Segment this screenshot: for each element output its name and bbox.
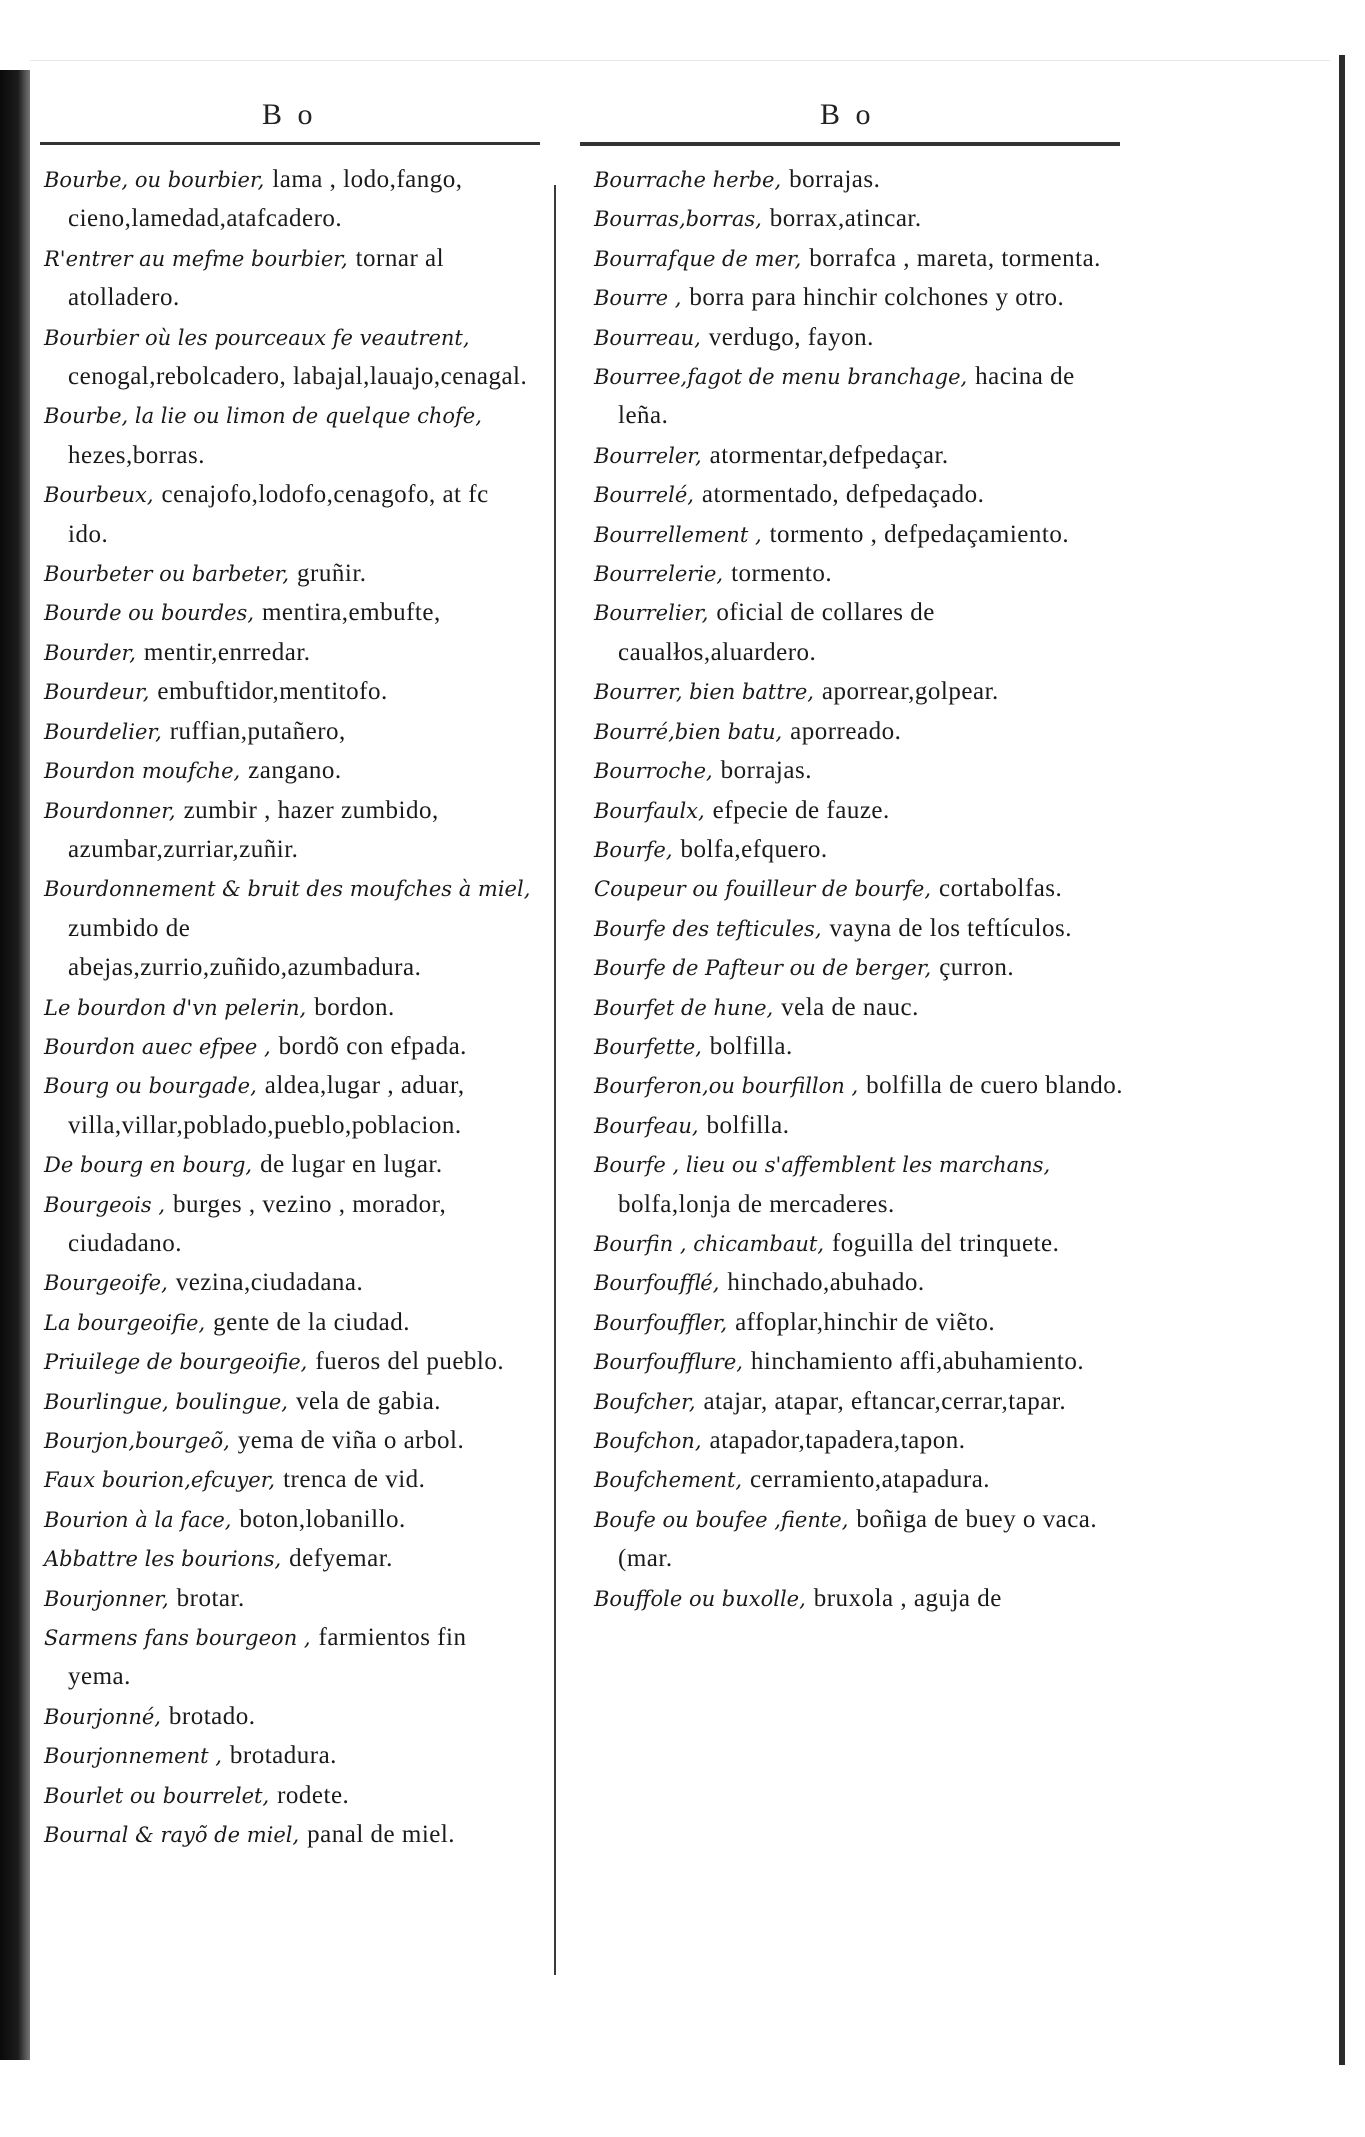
entry-headword: Bourjonné,: [44, 1704, 161, 1729]
scan-edge-right: [1339, 55, 1345, 2065]
dictionary-entry: [594, 1500, 1124, 1579]
entry-headword: Bourbier où les pourceaux fe veautrent,: [44, 325, 470, 350]
entry-definition: bordon.: [314, 993, 395, 1021]
header-rule-left: [40, 142, 540, 145]
entry-definition: bolfilla.: [709, 1032, 793, 1060]
dictionary-entry: [44, 1382, 534, 1421]
entry-headword: Bourdon moufche,: [44, 759, 241, 784]
entry-definition: hacina de leña.: [618, 363, 1075, 430]
entry-headword: Bourfeau,: [594, 1113, 699, 1138]
dictionary-entry: [594, 239, 1124, 278]
entry-headword: Bourrelier,: [594, 601, 709, 626]
entry-definition: borrajas.: [789, 166, 881, 193]
entry-definition: verdugo, fayon.: [708, 323, 874, 351]
dictionary-entry: [594, 948, 1124, 987]
entry-definition: trenca de vid.: [283, 1466, 426, 1494]
entry-definition: farmientos fin yema.: [68, 1624, 467, 1691]
entry-definition: aldea,lugar , aduar, villa,villar,poblado,pueblo,poblacion.: [68, 1072, 465, 1139]
entry-definition: borrafca , mareta, tormenta.: [809, 244, 1101, 272]
entry-headword: Priuilege de bourgeoifie,: [44, 1350, 308, 1375]
entry-definition: zangano.: [248, 757, 342, 785]
entry-headword: Abbattre les bourions,: [44, 1547, 282, 1572]
dictionary-entry: [594, 672, 1124, 711]
dictionary-entry: [594, 593, 1124, 672]
entry-headword: Bourfet de hune,: [594, 995, 774, 1020]
entry-headword: Bourbeter ou barbeter,: [44, 562, 290, 587]
entry-definition: tornar al atolladero.: [68, 244, 445, 312]
entry-headword: Bournal & rayõ de miel,: [44, 1823, 300, 1848]
entry-headword: Boufchon,: [594, 1429, 702, 1453]
dictionary-entry: [44, 1815, 534, 1854]
dictionary-entry: [594, 1224, 1124, 1263]
entry-headword: Bourdonnement & bruit des moufches à miel,: [44, 877, 531, 902]
dictionary-entry: [594, 791, 1124, 830]
entry-headword: Bouffole ou buxolle,: [594, 1586, 806, 1611]
dictionary-entry: [594, 160, 1124, 199]
dictionary-entry: [594, 1263, 1124, 1302]
entry-headword: Bourfe , lieu ou s'affemblent les marchans,: [594, 1153, 1051, 1178]
entry-definition: brotado.: [168, 1702, 256, 1730]
dictionary-entry: [44, 475, 534, 554]
entry-definition: borra para hinchir colchones y otro.: [689, 284, 1065, 312]
entry-definition: vela de nauc.: [781, 993, 919, 1021]
entry-headword: Bourgeois ,: [44, 1192, 165, 1217]
entry-headword: Bourlet ou bourrelet,: [44, 1783, 270, 1808]
dictionary-entry: [594, 475, 1124, 514]
dictionary-entry: [594, 357, 1124, 436]
entry-headword: Bourfouffler,: [594, 1310, 728, 1335]
entry-definition: fueros del pueblo.: [315, 1348, 505, 1376]
entry-definition: burges , vezino , morador, ciudadano.: [68, 1190, 447, 1257]
dictionary-entry: [594, 1106, 1124, 1145]
dictionary-entry: [44, 1539, 534, 1578]
entry-definition: affoplar,hinchir de viẽto.: [735, 1308, 996, 1336]
entry-headword: Bourdeur,: [44, 680, 150, 705]
entry-definition: atormentado, defpedaçado.: [701, 481, 985, 509]
entry-definition: vezina,ciudadana.: [175, 1269, 364, 1297]
running-header-right: B o: [820, 98, 875, 131]
dictionary-entry: [44, 633, 534, 672]
entry-headword: Bourrafque de mer,: [594, 246, 802, 271]
dictionary-entry: [44, 1145, 534, 1184]
entry-headword: Bourfaulx,: [594, 798, 705, 823]
dictionary-entry: [594, 1145, 1124, 1224]
entry-headword: Bourree,fagot de menu branchage,: [594, 365, 968, 390]
entry-headword: Bourrelé,: [594, 483, 694, 508]
entry-definition: gente de la ciudad.: [213, 1308, 411, 1336]
entry-headword: Bourbe, la lie ou limon de quelque chofe,: [44, 404, 482, 429]
dictionary-entry: [594, 436, 1124, 475]
dictionary-entry: [44, 1579, 534, 1618]
dictionary-entry: [594, 1303, 1124, 1342]
entry-definition: bolfa,efquero.: [680, 835, 828, 863]
dictionary-entry: [594, 1579, 1124, 1618]
dictionary-entry: [44, 1776, 534, 1815]
dictionary-entry: [594, 830, 1124, 869]
entry-headword: Bourbe, ou bourbier,: [44, 168, 265, 192]
entry-definition: zumbir , hazer zumbido, azumbar,zurriar,zuñir.: [68, 796, 439, 863]
entry-definition: boton,lobanillo.: [239, 1505, 406, 1533]
dictionary-entry: [594, 515, 1124, 554]
entry-definition: vayna de los teftículos.: [829, 914, 1072, 942]
entry-headword: La bourgeoifie,: [44, 1310, 206, 1335]
entry-definition: borrax,atincar.: [769, 205, 922, 233]
entry-headword: Bourfe de Pafteur ou de berger,: [594, 956, 932, 981]
entry-definition: hinchado,abuhado.: [727, 1269, 925, 1297]
dictionary-entry: [44, 1697, 534, 1736]
dictionary-entry: [44, 1618, 534, 1697]
entry-headword: Bourion à la face,: [44, 1507, 232, 1532]
dictionary-entry: [594, 988, 1124, 1027]
dictionary-entry: [44, 1500, 534, 1539]
dictionary-entry: [594, 278, 1124, 317]
dictionary-entry: [44, 791, 534, 870]
entry-definition: mentira,embufte,: [261, 599, 441, 627]
entry-headword: Coupeur ou fouilleur de bourfe,: [594, 877, 932, 902]
dictionary-entry: [594, 1382, 1124, 1421]
entry-headword: Bourder,: [44, 640, 136, 665]
entry-headword: Bourde ou bourdes,: [44, 601, 254, 626]
entry-headword: Bourrer, bien battre,: [594, 680, 814, 705]
entry-headword: Bourreau,: [594, 325, 701, 350]
running-header-left: B o: [262, 98, 317, 131]
entry-definition: rodete.: [277, 1781, 350, 1809]
entry-definition: bordõ con efpada.: [278, 1032, 467, 1060]
entry-definition: borrajas.: [720, 757, 812, 785]
left-column: [44, 160, 534, 1854]
dictionary-entry: [594, 869, 1124, 908]
entry-definition: panal de miel.: [307, 1821, 456, 1849]
dictionary-entry: [44, 672, 534, 711]
dictionary-entry: [44, 869, 534, 987]
dictionary-entry: [44, 751, 534, 790]
entry-headword: Bourjonnement ,: [44, 1744, 222, 1769]
entry-definition: çurron.: [939, 954, 1015, 982]
dictionary-entry: [594, 318, 1124, 357]
entry-definition: tormento , defpedaçamiento.: [769, 520, 1070, 548]
entry-headword: Bourfe des tefticules,: [594, 916, 822, 941]
dictionary-entry: [44, 239, 534, 318]
entry-definition: bolfa,lonja de mercaderes.: [618, 1190, 895, 1218]
entry-definition: bolfilla.: [706, 1111, 790, 1139]
entry-definition: vela de gabia.: [295, 1387, 442, 1415]
entry-headword: Sarmens fans bourgeon ,: [44, 1626, 311, 1651]
entry-definition: brotadura.: [229, 1742, 337, 1770]
dictionary-entry: [594, 1342, 1124, 1381]
entry-headword: Bourreler,: [594, 443, 702, 468]
entry-headword: Bourjonner,: [44, 1586, 169, 1611]
dictionary-entry: [44, 1303, 534, 1342]
entry-headword: Boufe ou boufee ,fiente,: [594, 1507, 849, 1532]
scan-edge-binding: [0, 70, 30, 2060]
entry-definition: cerramiento,atapadura.: [750, 1466, 991, 1494]
entry-definition: foguilla del trinquete.: [831, 1229, 1060, 1257]
dictionary-entry: [594, 554, 1124, 593]
entry-headword: Bourdonner,: [44, 798, 176, 823]
entry-definition: boñiga de buey o vaca. (mar.: [618, 1505, 1098, 1573]
entry-definition: aporreado.: [790, 717, 902, 745]
entry-headword: Bourfoufflé,: [594, 1271, 720, 1296]
entry-definition: ruffian,putañero,: [169, 717, 346, 745]
entry-headword: Bourras,borras,: [594, 207, 762, 232]
entry-definition: cenogal,rebolcadero, labajal,lauajo,cenagal.: [68, 363, 528, 391]
entry-headword: Bourrellement ,: [594, 522, 762, 547]
entry-headword: Bourlingue, boulingue,: [44, 1389, 288, 1414]
entry-definition: lama , lodo,fango, cieno,lamedad,atafcadero.: [68, 166, 463, 233]
entry-headword: Bourfin , chicambaut,: [594, 1231, 824, 1256]
entry-definition: zumbido de abejas,zurrio,zuñido,azumbadura.: [68, 914, 422, 982]
entry-definition: bruxola , aguja de: [813, 1584, 1002, 1612]
column-divider: [554, 185, 556, 1975]
entry-headword: Bourré,bien batu,: [594, 719, 783, 744]
dictionary-entry: [44, 1736, 534, 1775]
dictionary-entry: [594, 1460, 1124, 1499]
entry-definition: hezes,borras.: [68, 441, 205, 469]
entry-definition: oficial de collares de caualłos,aluardero.: [618, 599, 935, 666]
entry-headword: Bourgeoife,: [44, 1271, 168, 1296]
dictionary-entry: [594, 199, 1124, 238]
dictionary-entry: [594, 909, 1124, 948]
entry-definition: defyemar.: [289, 1545, 393, 1573]
entry-definition: atapador,tapadera,tapon.: [709, 1427, 966, 1454]
entry-definition: brotar.: [176, 1584, 245, 1612]
entry-headword: Bourroche,: [594, 759, 713, 784]
dictionary-entry: [44, 1185, 534, 1264]
dictionary-entry: [594, 751, 1124, 790]
entry-definition: yema de viña o arbol.: [237, 1427, 465, 1454]
entry-headword: Bourg ou bourgade,: [44, 1074, 257, 1099]
dictionary-entry: [44, 1421, 534, 1460]
entry-definition: de lugar en lugar.: [260, 1151, 443, 1179]
entry-headword: Bourdon auec efpee ,: [44, 1034, 271, 1059]
entry-definition: cenajofo,lodofo,cenagofo, at fc ido.: [68, 481, 489, 548]
dictionary-entry: [44, 1342, 534, 1381]
dictionary-entry: [594, 1066, 1124, 1105]
entry-headword: Boufcher,: [594, 1389, 696, 1414]
dictionary-entry: [44, 396, 534, 475]
entry-definition: cortabolfas.: [938, 875, 1063, 903]
entry-definition: embuftidor,mentitofo.: [157, 678, 388, 706]
entry-definition: atajar, atapar, eftancar,cerrar,tapar.: [703, 1387, 1067, 1415]
entry-headword: De bourg en bourg,: [44, 1153, 253, 1178]
dictionary-entry: [44, 318, 534, 397]
entry-headword: Bourfe,: [594, 837, 673, 862]
right-column: [594, 160, 1124, 1618]
dictionary-entry: [44, 1027, 534, 1066]
dictionary-entry: [594, 1027, 1124, 1066]
entry-headword: Bourdelier,: [44, 719, 162, 744]
entry-headword: Bourrelerie,: [594, 562, 724, 587]
entry-headword: Bourjon,bourgeõ,: [44, 1429, 230, 1453]
entry-headword: Bourfette,: [594, 1034, 702, 1059]
entry-definition: bolfilla de cuero blando.: [866, 1072, 1123, 1100]
entry-headword: Bourre ,: [594, 286, 682, 311]
dictionary-entry: [44, 554, 534, 593]
entry-headword: Boufchement,: [594, 1468, 743, 1493]
entry-definition: atormentar,defpedaçar.: [709, 441, 949, 469]
entry-headword: Le bourdon d'vn pelerin,: [44, 995, 307, 1020]
entry-definition: mentir,enrredar.: [143, 638, 311, 666]
entry-headword: Faux bourion,efcuyer,: [44, 1468, 276, 1493]
entry-definition: aporrear,golpear.: [821, 678, 999, 706]
entry-headword: Bourrache herbe,: [594, 168, 782, 192]
dictionary-entry: [44, 593, 534, 632]
entry-definition: hinchamiento affi,abuhamiento.: [750, 1348, 1085, 1376]
entry-headword: Bourfoufflure,: [594, 1350, 743, 1375]
entry-headword: R'entrer au mefme bourbier,: [44, 246, 348, 271]
entry-definition: tormento.: [731, 560, 833, 588]
dictionary-entry: [44, 160, 534, 239]
entry-headword: Bourbeux,: [44, 483, 154, 508]
entry-definition: gruñir.: [297, 560, 367, 588]
dictionary-entry: [44, 1066, 534, 1145]
dictionary-entry: [44, 1263, 534, 1302]
dictionary-entry: [44, 988, 534, 1027]
entry-headword: Bourferon,ou bourfillon ,: [594, 1074, 859, 1099]
dictionary-entry: [44, 712, 534, 751]
entry-definition: efpecie de fauze.: [712, 796, 890, 824]
header-rule-right: [580, 142, 1120, 146]
dictionary-entry: [44, 1460, 534, 1499]
dictionary-entry: [594, 712, 1124, 751]
dictionary-entry: [594, 1421, 1124, 1460]
